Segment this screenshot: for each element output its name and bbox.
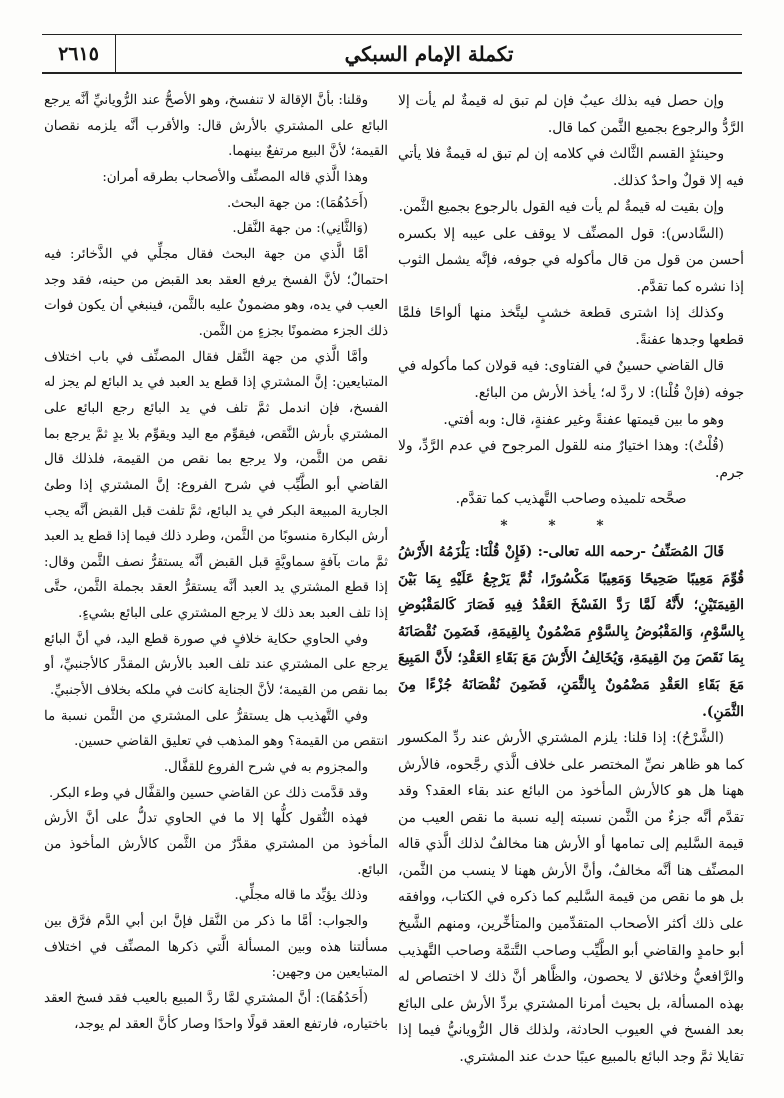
paragraph: وقد قدَّمت ذلك عن القاضي حسين والقفَّال في وطء البكر. [49, 785, 368, 801]
paragraph: أمَّا الَّذي من جهة البحث فقال مجلِّي في الذَّخائر: فيه احتمالٌ؛ لأنَّ الفسخ يرفع العقد بعد القبض من حينه، فقد وجد العيب في يده، وهو مضمونٌ عليه بالثَّمن، فينبغي أن يكون فوات ذلك الجزء مضمونًا بجزءٍ من الثَّمن. [44, 246, 388, 339]
paragraph: (السَّادس): قول المصنِّف لا يوقف على عيبه إلا بكسره أحسن من قول من قال مأكوله في جوفه، فإنَّه يشمل الثوب إذا نشره كما تقدَّم. [398, 225, 744, 295]
paragraph: والمجزوم به في شرح الفروع للقفَّال. [163, 760, 368, 776]
paragraph: وفي التَّهذيب هل يستقرُّ على المشتري من الثَّمن نسبة ما انتقص من القيمة؟ وهو المذهب في تعليق القاضي حسين. [44, 708, 388, 750]
paragraph: والجواب: أمَّا ما ذكر من النَّقل فإنَّ ابن أبي الدَّم فرَّق بين مسألتنا هذه وبين المسألة الَّتي ذكرها المصنِّف في اختلاف المتبايعين من وجهين: [44, 914, 388, 981]
paragraph: (وَالثَّانِي): من جهة النَّقل. [232, 221, 368, 237]
paragraph: وفي الحاوي حكاية خلافٍ في صورة قطع اليد، في أنَّ البائع يرجع على المشتري عند تلف العبد بالأرش المقدَّر كالأجنبيِّ، أو بما نقص من القيمة؛ لأنَّ الجناية كانت في ملكه بخلاف الأجنبيِّ. [44, 631, 388, 699]
paragraph: وأمَّا الَّذي من جهة النَّقل فقال المصنِّف في باب اختلاف المتبايعين: إنَّ المشتري إذا قطع يد العبد في يد البائع لم يجز له الفسخ، فإن اندمل ثمَّ تلف في يد البائع رجع البائع على المشتري بأرش النَّقص، فيقوِّم مع اليد ويقوِّم بلا يدٍ ثمَّ يرجع بما نقص من الثَّمن، ولا يرجع بما نقص من القيمة، فلذلك قال القاضي أبو الطَّيِّب في شرح الفروع: إنَّ المشتري إذا وطئ الجارية المبيعة البكر في يد البائع، ثمَّ تلفت قبل القبض أنَّه يجب أرش البكارة منسوبًا من الثَّمن، وطرد ذلك فيما إذا قطع يد العبد ثمَّ مات بآفةٍ سماويَّةٍ قبل القبض أنَّه يستقرُّ نصف الثَّمن وقال: إذا قطع المشتري يد العبد أنَّه يستقرُّ العقد بجملة الثَّمن، حتَّى إذا تلف العبد بعد ذلك لا يرجع المشتري على البائع بشيءٍ. [44, 349, 388, 622]
paragraph: (أَحَدُهُمَا): من جهة البحث. [226, 195, 368, 211]
paragraph: وحينئذٍ القسم الثَّالث في كلامه إن لم تبق له قيمةٌ فلا يأتي فيه إلا قولٌ واحدٌ كذلك. [398, 146, 744, 189]
paragraph: وقلنا: بأنَّ الإقالة لا تنفسخ، وهو الأصحُّ عند الرُّويانيِّ أنَّه يرجع البائع على المشتري بالأرش قال: والأقرب أنَّه يلزمه نقصان القيمة؛ لأنَّ البيع مرتفعٌ بينهما. [44, 93, 388, 160]
paragraph: (أَحَدُهُمَا): أنَّ المشتري لمَّا ردَّ المبيع بالعيب فقد فسخ العقد باختياره، فارتفع العقد قولًا واحدًا وصار كأنَّ العقد لم يوجد، [44, 990, 388, 1032]
running-header [42, 34, 742, 74]
paragraph: وإن حصل فيه بذلك عيبٌ فإن لم تبق له قيمةٌ لم يأت إلا الرَّدُّ والرجوع بجميع الثَّمن كما قال. [398, 93, 744, 136]
left-text-column [44, 88, 388, 1037]
paragraph: وكذلك إذا اشترى قطعة خشبٍ ليتَّخذ منها ألواحًا فلمَّا قطعها وجدها عفنةً. [398, 305, 744, 348]
paragraph: وهو ما بين قيمتها عفنةً وغير عفنةٍ، قال: وبه أفتي. [443, 411, 724, 428]
paragraph: صحَّحه تلميذه وصاحب التَّهذيب كما تقدَّم. [455, 491, 687, 508]
paragraph: وذلك يؤيِّد ما قاله مجلِّي. [234, 888, 368, 904]
right-text-column [398, 88, 744, 1070]
paragraph: وإن بقيت له قيمةٌ لم يأت فيه القول بالرجوع بجميع الثَّمن. [398, 199, 724, 216]
section-separator: * * * [500, 517, 622, 534]
matn-quote: قَالَ المُصَنِّفُ -رحمه الله تعالى-: (فَإِنْ قُلْنَا: يَلْزَمُهُ الأَرْشُ قُوِّمَ مَعِيبًا صَحِيحًا وَمَعِيبًا مَكْسُورًا، ثُمَّ يَرْجِعُ عَلَيْهِ بِمَا بَيْنَ القِيمَتَيْنِ؛ لأَنَّهُ لَمَّا رَدَّ الفَسْخَ العَقْدُ فِيهِ فَصَارَ كَالمَقْبُوضِ بِالسَّوْمِ، وَالمَقْبُوضُ بِالسَّوْمِ مَضْمُونٌ بِالقِيمَةِ، فَضَمِنَ نُقْصَانَهُ بِمَا نَقَصَ مِنَ القِيمَةِ، وَيُخَالِفُ الأَرْشَ مَعَ بَقَاءِ العَقْدِ؛ لأَنَّ المَبِيعَ مَعَ بَقَاءِ العَقْدِ مَضْمُونٌ بِالثَّمَنِ، فَضَمِنَ نُقْصَانَهُ جُزْءًا مِنَ الثَّمَنِ). [398, 544, 744, 720]
paragraph: قال القاضي حسينٌ في الفتاوى: فيه قولان كما مأكوله في جوفه (فإنْ قُلْنا): لا ردَّ له؛ يأخذ الأرش من البائع. [398, 358, 744, 402]
book-title: تكملة الإمام السبكي [344, 42, 514, 66]
page-number: ٢٦١٥ [42, 35, 116, 73]
paragraph: (قُلْتُ): وهذا اختيارٌ منه للقول المرجوح في عدم الرَّدِّ، ولا جرم. [398, 438, 744, 481]
paragraph: وهذا الَّذي قاله المصنِّف والأصحاب بطرقه أمران: [102, 169, 368, 185]
commentary-paragraph: (الشَّرْحُ): إذا قلنا: يلزم المشتري الأرش عند ردِّ المكسور كما هو ظاهر نصِّ المختصر على خلاف الَّذي رجَّحوه، فالأرش ههنا هل هو كالأرش المأخوذ من البائع عند بقاء العقد؟ وقد تقدَّم أنَّه جزءٌ من الثَّمن نسبته إليه نسبة ما نقص العيب من قيمة السَّليم إلى تمامها أو الأرش هنا مخالفٌ لذلك الَّذي قاله المصنِّف هنا أنَّه مخالفٌ، وأنَّ الأرش ههنا لا ينسب من الثَّمن، بل هو ما نقص من قيمة السَّليم كما ذكره في الكتاب، ووافقه على ذلك أكثر الأصحاب المتقدِّمين والمتأخِّرين، ومنهم الشَّيخ أبو حامدٍ والقاضي أبو الطَّيِّب وصاحب التَّتمَّة وصاحب التَّهذيب والرَّافعيُّ وخلائق لا يحصون، والظَّاهر أنَّ ذلك لا اختصاص له بهذه المسألة، بل بحيث أمرنا المشتري بردِّ الأرش على البائع بعد الفسخ في العيوب الحادثة، ولذلك قال الرُّويانيُّ فيما إذا تقايلا ثمَّ وجد البائع بالمبيع عيبًا حدث عند المشتري. [398, 730, 744, 1065]
paragraph: فهذه النُّقول كلُّها إلا ما في الحاوي تدلُّ على أنَّ الأرش المأخوذ من المشتري مقدَّرٌ من الثَّمن كالأرش المأخوذ من البائع. [44, 811, 388, 878]
